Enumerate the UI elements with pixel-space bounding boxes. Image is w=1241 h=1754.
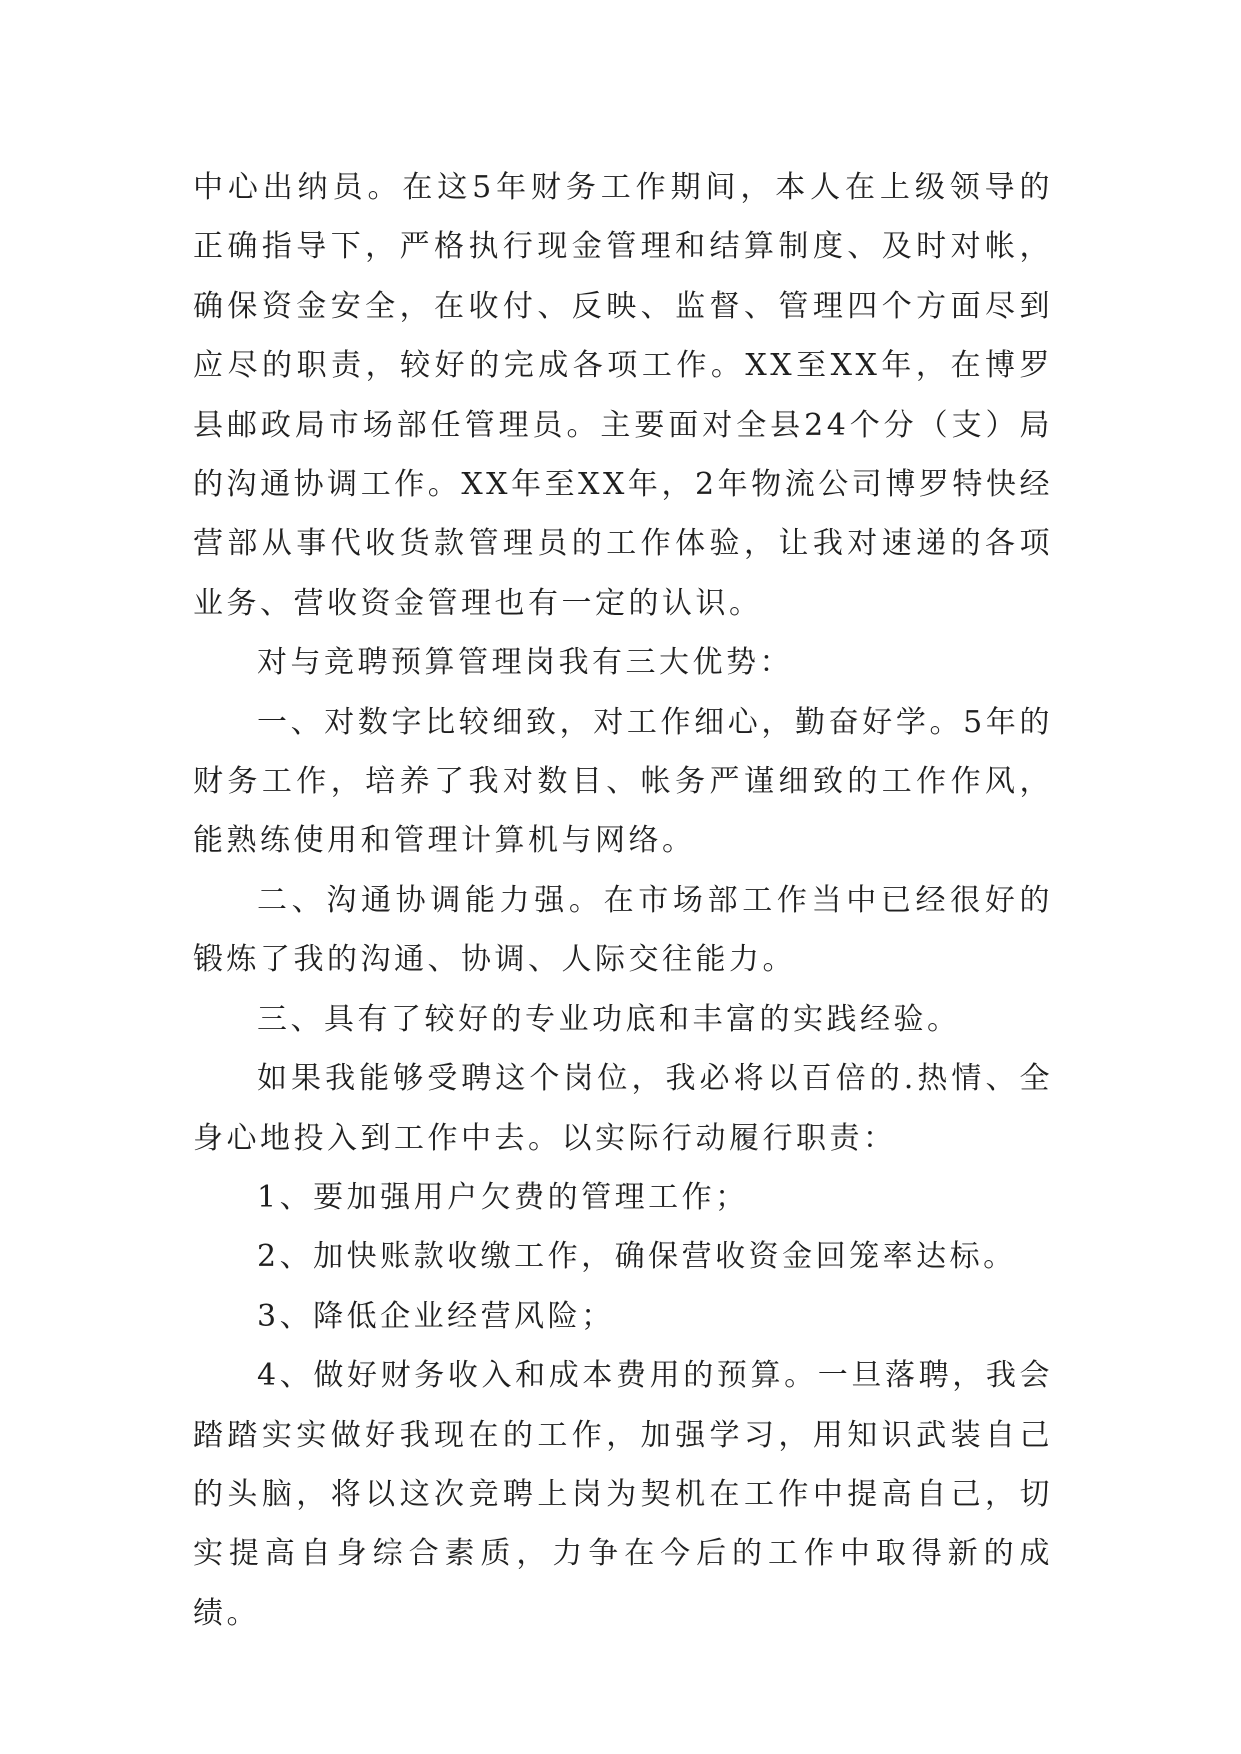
list-item-1: 1、要加强用户欠费的管理工作；	[257, 1179, 749, 1215]
paragraph-advantage-two: 二、沟通协调能力强。在市场部工作当中已经很好的锻炼了我的沟通、协调、人际交往能力。	[193, 882, 1053, 978]
list-item-3: 3、降低企业经营风险；	[257, 1298, 615, 1334]
list-item-2: 2、加快账款收缴工作，确保营收资金回笼率达标。	[257, 1239, 1017, 1275]
paragraph-advantages-intro: 对与竞聘预算管理岗我有三大优势：	[257, 645, 793, 681]
paragraph-commitment: 如果我能够受聘这个岗位，我必将以百倍的.热情、全身心地投入到工作中去。以实际行动履行职责：	[193, 1061, 1053, 1156]
paragraph-continuation: 中心出纳员。在这5年财务工作期间，本人在上级领导的正确指导下，严格执行现金管理和结算制度、及时对帐，确保资金安全，在收付、反映、监督、管理四个方面尽到应尽的职责，较好的完成各项工作。XX至XX年，在博罗县邮政局市场部任管理员。主要面对全县24个分（支）局的沟通协调工作。XX年至XX年，2年物流公司博罗特快经营部从事代收货款管理员的工作体验，让我对速递的各项业务、营收资金管理也有一定的认识。	[193, 170, 1053, 621]
paragraph-advantage-one: 一、对数字比较细致，对工作细心，勤奋好学。5年的财务工作，培养了我对数目、帐务严谨细致的工作作风，能熟练使用和管理计算机与网络。	[193, 704, 1053, 859]
list-item-4: 4、做好财务收入和成本费用的预算。一旦落聘，我会踏踏实实做好我现在的工作，加强学习，用知识武装自己的头脑，将以这次竞聘上岗为契机在工作中提高自己，切实提高自身综合素质，力争在今后的工作中取得新的成绩。	[193, 1358, 1053, 1631]
document-body	[193, 158, 1053, 1643]
paragraph-advantage-three: 三、具有了较好的专业功底和丰富的实践经验。	[257, 1001, 961, 1037]
